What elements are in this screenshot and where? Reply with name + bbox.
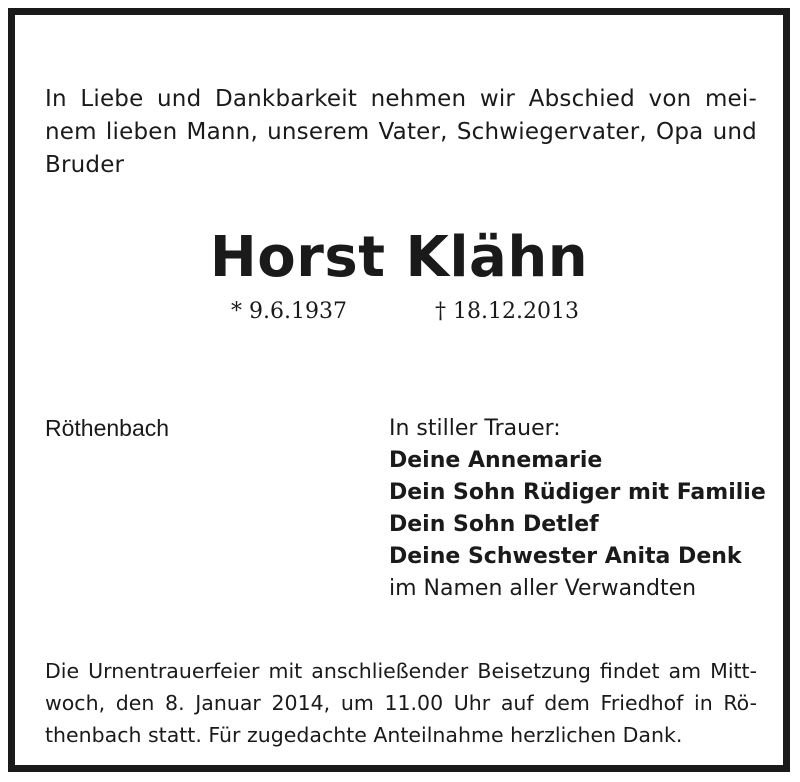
intro-line: Bruder: [45, 152, 125, 178]
place-name: Röthenbach: [45, 415, 170, 441]
mourner-name: Deine Annemarie: [389, 448, 603, 473]
closing-text: [45, 655, 757, 751]
intro-line: nem lieben Mann, unserem Vater, Schwiegervater, Opa und: [45, 119, 757, 145]
deceased-name: Horst Klähn: [209, 225, 589, 290]
mourner-name: Dein Sohn Detlef: [389, 512, 599, 537]
closing-line: woch, den 8. Januar 2014, um 11.00 Uhr auf dem Friedhof in Rö-: [45, 691, 757, 715]
mourners-footer: im Namen aller Verwandten: [389, 576, 697, 601]
birth-date: * 9.6.1937: [231, 299, 347, 324]
closing-line: Die Urnentrauerfeier mit anschließender Beisetzung findet am Mitt-: [45, 659, 757, 683]
mourners-heading: In stiller Trauer:: [389, 416, 561, 441]
closing-line: thenbach statt. Für zugedachte Anteilnahme herzlichen Dank.: [45, 723, 683, 747]
mourner-name: Dein Sohn Rüdiger mit Familie: [389, 480, 766, 505]
intro-text: [45, 83, 757, 182]
intro-line: In Liebe und Dankbarkeit nehmen wir Abschied von mei-: [45, 86, 757, 112]
mourner-name: Deine Schwester Anita Denk: [389, 544, 742, 569]
mourners-block: [389, 413, 766, 605]
obituary-notice: [8, 8, 790, 772]
death-date: † 18.12.2013: [435, 299, 579, 324]
